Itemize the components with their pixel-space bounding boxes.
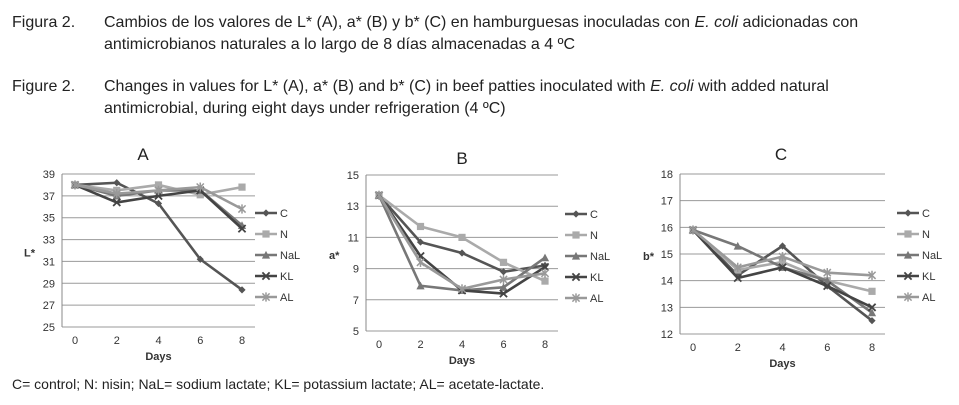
chart-title: A: [137, 145, 149, 164]
y-tick-label: 11: [347, 232, 359, 245]
y-tick-label: 35: [42, 212, 55, 225]
legend-label: C: [280, 208, 288, 220]
y-tick-label: 27: [42, 300, 55, 313]
legend-label: AL: [280, 292, 294, 304]
data-point: [417, 258, 424, 267]
y-axis-label: a*: [329, 250, 340, 262]
series-line: [379, 195, 545, 293]
legend-item-c: [897, 208, 930, 220]
x-tick-label: 4: [458, 339, 466, 351]
legend-label: AL: [590, 293, 604, 305]
legend-label: N: [280, 229, 288, 241]
legend-item-kl: [897, 271, 935, 283]
y-tick-label: 33: [42, 234, 55, 247]
chart-b: [320, 140, 630, 372]
x-tick-label: 2: [113, 335, 120, 347]
caption-line-2: antimicrobial, during eight days under refrigeration (4 ºC): [104, 100, 506, 117]
y-tick-label: 7: [352, 294, 359, 307]
x-tick-label: 4: [779, 342, 786, 354]
y-axis-label: b*: [643, 251, 654, 263]
legend-item-nal: [897, 250, 942, 262]
x-tick-label: 8: [868, 342, 876, 354]
caption-label: Figure 2.: [12, 78, 76, 95]
legend-item-al: [897, 292, 935, 304]
footnote: C= control; N: nisin; NaL= sodium lactate; KL= potassium lactate; AL= acetate-lactate.: [12, 376, 545, 392]
data-point: [417, 223, 424, 230]
caption-line-1: Changes in values for L* (A), a* (B) and b* (C) in beef patties inoculated with E. coli with added natural: [104, 78, 829, 95]
y-tick-label: 12: [660, 329, 673, 341]
legend-item-n: [897, 229, 930, 241]
caption-line-2: antimicrobianos naturales a lo largo de 8 días almacenadas a 4 ºC: [104, 36, 576, 53]
legend-item-c: [565, 209, 598, 221]
legend-label: C: [922, 208, 930, 220]
chart-title: C: [774, 145, 788, 164]
legend-label: KL: [922, 271, 936, 283]
legend-label: KL: [280, 271, 294, 283]
y-tick-label: 13: [660, 302, 673, 315]
x-tick-label: 6: [824, 342, 831, 354]
x-tick-label: 0: [689, 342, 697, 354]
x-axis-label: Days: [145, 351, 172, 363]
x-tick-label: 6: [500, 339, 507, 351]
legend-marker: [262, 230, 269, 237]
chart-a: [0, 140, 310, 372]
legend-item-nal: [565, 251, 610, 263]
legend-marker: [904, 209, 911, 216]
y-tick-label: 37: [42, 190, 55, 203]
series-n: [375, 192, 548, 285]
legend-item-al: [565, 293, 603, 305]
legend-label: KL: [590, 272, 604, 284]
caption-line-1: Cambios de los valores de L* (A), a* (B) y b* (C) en hamburguesas inoculadas con E. coli adicionadas con: [104, 14, 859, 31]
legend-item-kl: [255, 271, 293, 283]
y-tick-label: 29: [42, 278, 55, 291]
legend-label: NaL: [922, 250, 943, 262]
chart-c: [635, 140, 945, 372]
legend-label: N: [590, 230, 598, 242]
data-point: [541, 254, 549, 262]
legend-label: AL: [922, 292, 936, 304]
data-point: [238, 184, 245, 191]
legend-marker: [904, 230, 911, 237]
series-line: [693, 230, 872, 307]
y-tick-label: 17: [660, 195, 673, 208]
y-tick-label: 15: [660, 249, 673, 261]
x-tick-label: 4: [155, 335, 162, 347]
legend-item-nal: [255, 250, 300, 262]
x-tick-label: 0: [71, 335, 79, 347]
x-tick-label: 0: [375, 339, 383, 351]
legend-item-c: [255, 208, 288, 220]
y-tick-label: 18: [660, 169, 673, 181]
legend-item-kl: [565, 272, 603, 284]
y-tick-label: 25: [42, 322, 55, 334]
y-tick-label: 5: [352, 326, 359, 338]
data-point: [868, 288, 875, 295]
legend-label: NaL: [590, 251, 611, 263]
legend-marker: [262, 209, 269, 216]
y-tick-label: 14: [660, 275, 673, 288]
chart-title: B: [456, 149, 468, 168]
legend-label: C: [590, 209, 598, 221]
x-tick-label: 2: [417, 339, 424, 351]
legend-label: N: [922, 229, 930, 241]
x-axis-label: Days: [769, 358, 796, 370]
y-tick-label: 39: [42, 169, 55, 181]
x-axis-label: Days: [448, 355, 476, 367]
legend-marker: [572, 231, 579, 238]
legend-label: NaL: [280, 250, 301, 262]
data-point: [500, 259, 507, 266]
x-tick-label: 6: [197, 335, 204, 347]
series-c: [689, 226, 875, 324]
legend-marker: [572, 210, 579, 217]
data-point: [458, 234, 465, 241]
y-axis-label: L*: [24, 247, 35, 260]
legend-item-n: [255, 229, 288, 241]
y-tick-label: 9: [352, 263, 359, 276]
x-tick-label: 2: [734, 342, 741, 354]
y-tick-label: 15: [346, 170, 359, 182]
legend-item-al: [255, 292, 293, 304]
x-tick-label: 8: [238, 335, 246, 347]
series-line: [75, 183, 242, 290]
caption-label: Figura 2.: [12, 14, 76, 31]
y-tick-label: 13: [346, 201, 359, 214]
y-tick-label: 16: [660, 222, 673, 235]
legend-item-n: [565, 230, 598, 242]
y-tick-label: 31: [42, 256, 55, 269]
x-tick-label: 8: [541, 339, 549, 351]
data-point: [541, 277, 548, 284]
